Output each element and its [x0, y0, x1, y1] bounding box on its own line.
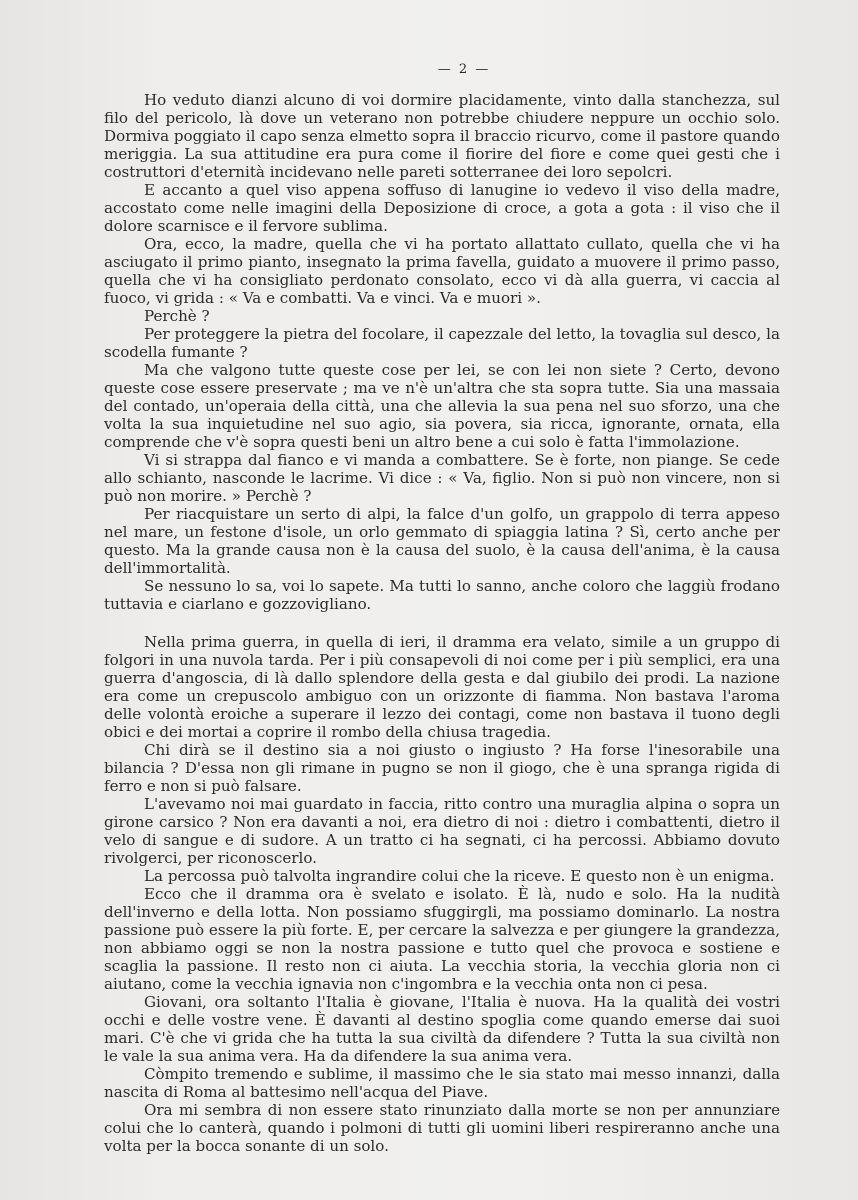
- paragraph: Per proteggere la pietra del focolare, il capezzale del letto, la tovaglia sul desco, la scodella fumante ?: [104, 325, 780, 361]
- paragraph: Per riacquistare un serto di alpi, la falce d'un golfo, un grappolo di terra appeso nel mare, un festone d'isole, un orlo gemmato di spiaggia latina ? Sì, certo anche per questo. Ma la grande causa non è la causa del suolo, è la causa dell'anima, è la causa dell'immortalità.: [104, 505, 780, 577]
- paragraph: Ora, ecco, la madre, quella che vi ha portato allattato cullato, quella che vi ha asciugato il primo pianto, insegnato la prima favella, guidato a muovere il primo passo, quella che vi ha consigliato perdonato consolato, ecco vi dà alla guerra, vi caccia al fuoco, vi grida : « Va e combatti. Va e vinci. Va e muori ».: [104, 235, 780, 307]
- paragraph: Vi si strappa dal fianco e vi manda a combattere. Se è forte, non piange. Se cede allo schianto, nasconde le lacrime. Vi dice : « Va, figlio. Non si può non vincere, non si può non morire. » Perchè ?: [104, 451, 780, 505]
- paragraph: Chi dirà se il destino sia a noi giusto o ingiusto ? Ha forse l'inesorabile una bilancia ? D'essa non gli rimane in pugno se non il giogo, che è una spranga rigida di ferro e non si può falsare.: [104, 741, 780, 795]
- paragraph: Ho veduto dianzi alcuno di voi dormire placidamente, vinto dalla stanchezza, sul filo del pericolo, là dove un veterano non potrebbe chiudere neppure un occhio solo. Dormiva poggiato il capo senza elmetto sopra il braccio ricurvo, come il pastore quando meriggia. La sua attitudine era pura come il fiorire del fiore e come quei gesti che i costruttori d'eternità incidevano nelle pareti sotterranee dei loro sepolcri.: [104, 91, 780, 181]
- body-text: [104, 91, 780, 1155]
- paragraph: Ora mi sembra di non essere stato rinunziato dalla morte se non per annunziare colui che lo canterà, quando i polmoni di tutti gli uomini liberi respireranno anche una volta per la bocca sonante di un solo.: [104, 1101, 780, 1155]
- paragraph: Se nessuno lo sa, voi lo sapete. Ma tutti lo sanno, anche coloro che laggiù frodano tuttavia e ciarlano e gozzovigliano.: [104, 577, 780, 613]
- paragraph: Còmpito tremendo e sublime, il massimo che le sia stato mai messo innanzi, dalla nascita di Roma al battesimo nell'acqua del Piave.: [104, 1065, 780, 1101]
- page-number: — 2 —: [437, 62, 491, 77]
- paragraph: La percossa può talvolta ingrandire colui che la riceve. E questo non è un enigma.: [144, 867, 775, 885]
- section-break: [104, 613, 780, 633]
- paragraph: Giovani, ora soltanto l'Italia è giovane, l'Italia è nuova. Ha la qualità dei vostri occhi e delle vostre vene. È davanti al destino spoglia come quando emerse dai suoi mari. C'è che vi grida che ha tutta la sua civiltà da difendere ? Tutta la sua civiltà non le vale la sua anima vera. Ha da difendere la sua anima vera.: [104, 993, 780, 1065]
- paragraph: Perchè ?: [144, 307, 210, 325]
- paragraph: Nella prima guerra, in quella di ieri, il dramma era velato, simile a un gruppo di folgori in una nuvola tarda. Per i più consapevoli di noi come per i più semplici, era una guerra d'angoscia, di là dallo splendore della gesta e dal giubilo dei prodi. La nazione era come un crepuscolo ambiguo con un orizzonte di fiamma. Non bastava l'aroma delle volontà eroiche a superare il lezzo dei contagi, come non bastava il tuono degli obici e dei mortai a coprire il rombo della chiusa tragedia.: [104, 633, 780, 741]
- paragraph: L'avevamo noi mai guardato in faccia, ritto contro una muraglia alpina o sopra un girone carsico ? Non era davanti a noi, era dietro di noi : dietro i combattenti, dietro il velo di sangue e di sudore. A un tratto ci ha segnati, ci ha percossi. Abbiamo dovuto rivolgerci, per riconoscerlo.: [104, 795, 780, 867]
- paragraph: Ecco che il dramma ora è svelato e isolato. È là, nudo e solo. Ha la nudità dell'inverno e della lotta. Non possiamo sfuggirgli, ma possiamo dominarlo. La nostra passione può essere la più forte. E, per cercare la salvezza e per giungere la grandezza, non abbiamo oggi se non la nostra passione e tutto quel che provoca e sostiene e scaglia la passione. Il resto non ci aiuta. La vecchia storia, la vecchia gloria non ci aiutano, come la vecchia ignavia non c'ingombra e la vecchia onta non ci pesa.: [104, 885, 780, 993]
- paragraph: E accanto a quel viso appena soffuso di lanugine io vedevo il viso della madre, accostato come nelle imagini della Deposizione di croce, a gota a gota : il viso che il dolore scarnisce e il fervore sublima.: [104, 181, 780, 235]
- paragraph: Ma che valgono tutte queste cose per lei, se con lei non siete ? Certo, devono queste cose essere preservate ; ma ve n'è un'altra che sta sopra tutte. Sia una massaia del contado, un'operaia della città, una che allevia la sua pena nel suo sforzo, una che volta la sua inquietudine nel suo agio, sia povera, sia ricca, ignorante, ornata, ella comprende che v'è sopra questi beni un altro bene a cui solo è fatta l'immolazione.: [104, 361, 780, 451]
